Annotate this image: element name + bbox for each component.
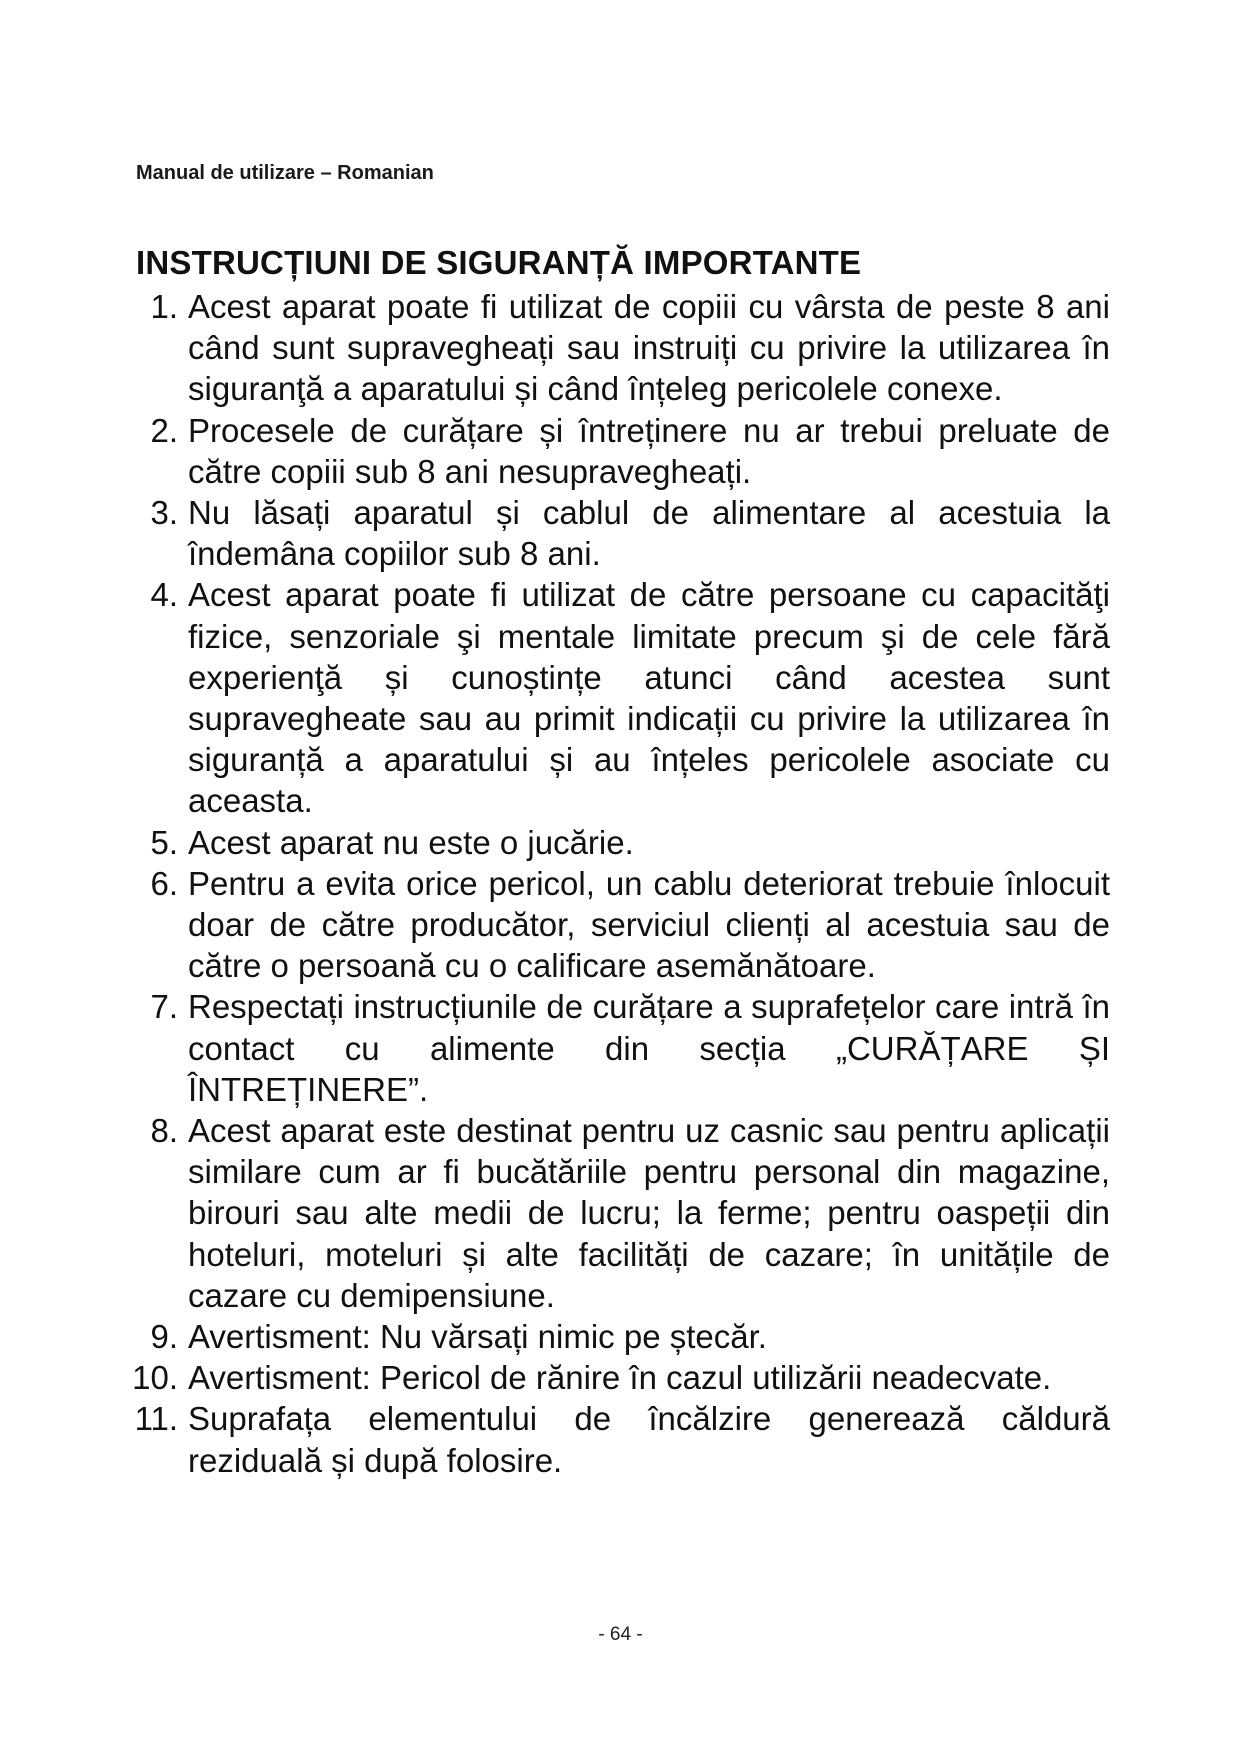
list-item	[110, 574, 1110, 821]
item-number: 6.	[150, 864, 178, 902]
list-item	[110, 492, 1110, 574]
list-item	[110, 410, 1110, 492]
item-text: Procesele de curățare și întreținere nu ar trebui preluate de către copiii sub 8 ani nesupravegheați.	[188, 411, 1110, 490]
item-number: 8.	[150, 1112, 178, 1150]
list-item	[110, 1316, 1110, 1357]
list-item	[110, 986, 1110, 1110]
item-number: 4.	[150, 576, 178, 614]
item-number: 2.	[150, 411, 178, 449]
running-header: Manual de utilizare – Romanian	[136, 162, 434, 184]
item-number: 11.	[134, 1400, 178, 1438]
item-number: 7.	[150, 988, 178, 1026]
item-number: 5.	[150, 823, 178, 861]
item-number: 9.	[150, 1318, 178, 1356]
item-text: Acest aparat este destinat pentru uz casnic sau pentru aplicații similare cum ar fi bucătăriile pentru personal din magazine, birouri sau alte medii de lucru; la ferme; pentru oaspeții din hoteluri, moteluri și alte facilități de cazare; în unitățile de cazare cu demipensiune.	[188, 1112, 1110, 1314]
section-title: INSTRUCȚIUNI DE SIGURANȚĂ IMPORTANTE	[136, 244, 862, 281]
list-item	[110, 1110, 1110, 1316]
list-item	[110, 822, 1110, 863]
item-number: 10.	[132, 1359, 178, 1397]
item-text: Avertisment: Pericol de rănire în cazul utilizării neadecvate.	[188, 1359, 1052, 1397]
list-item	[110, 1398, 1110, 1480]
item-text: Nu lăsați aparatul și cablul de alimentare al acestuia la îndemâna copiilor sub 8 ani.	[188, 494, 1110, 573]
item-text: Respectați instrucțiunile de curățare a suprafețelor care intră în contact cu alimente din secția „CURĂȚARE ȘI ÎNTREȚINERE”.	[188, 988, 1110, 1108]
item-text: Avertisment: Nu vărsați nimic pe ștecăr.	[188, 1318, 767, 1356]
safety-instructions-list	[110, 286, 1110, 1481]
item-text: Acest aparat nu este o jucărie.	[188, 823, 634, 861]
item-text: Acest aparat poate fi utilizat de către persoane cu capacităţi fizice, senzoriale şi mentale limitate precum şi de cele fără experienţă și cunoștințe atunci când acestea sunt supravegheate sau au primit indicații cu privire la utilizarea în siguranță a aparatului și au înțeles pericolele asociate cu aceasta.	[188, 576, 1110, 820]
list-item	[110, 1357, 1110, 1398]
page-number: - 64 -	[598, 1624, 643, 1645]
list-item	[110, 286, 1110, 410]
item-text: Pentru a evita orice pericol, un cablu deteriorat trebuie înlocuit doar de către producător, serviciul clienți al acestuia sau de către o persoană cu o calificare asemănătoare.	[188, 864, 1110, 985]
item-number: 3.	[150, 494, 178, 532]
item-text: Acest aparat poate fi utilizat de copiii cu vârsta de peste 8 ani când sunt supravegheați sau instruiți cu privire la utilizarea în siguranţă a aparatului și când înțeleg pericolele conexe.	[188, 288, 1110, 408]
item-number: 1.	[150, 288, 178, 325]
item-text: Suprafața elementului de încălzire generează căldură reziduală și după folosire.	[188, 1400, 1110, 1479]
list-item	[110, 863, 1110, 987]
